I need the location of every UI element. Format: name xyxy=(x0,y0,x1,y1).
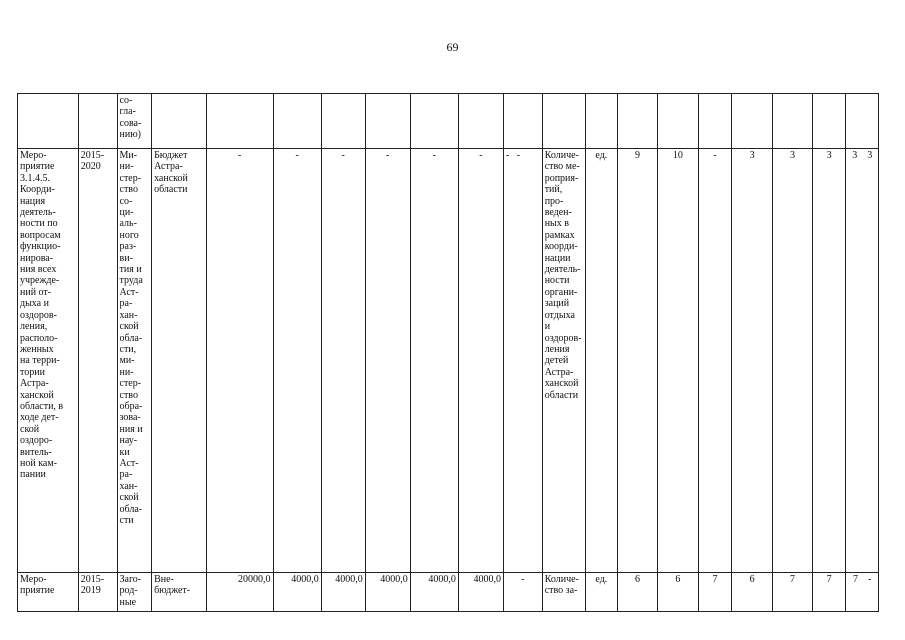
cell-period xyxy=(78,94,117,149)
cell-finance-2 xyxy=(273,94,321,149)
cell-value-4 xyxy=(732,94,773,149)
cell-value-4: 3 xyxy=(732,149,773,573)
cell-value-7b: - xyxy=(868,574,872,585)
cell-finance-5: - xyxy=(410,149,458,573)
cell-value-2 xyxy=(657,94,698,149)
program-table xyxy=(17,93,879,612)
cell-indicator: Количе- ство ме- роприя- тий, про- веден- ных в рамках коорди- нации деятель- ности органи- заций отдыха и оздоров- ления детей Астра- ханской области xyxy=(542,149,585,573)
cell-executor: Заго- род- ные xyxy=(117,573,152,612)
cell-value-1: 9 xyxy=(618,149,658,573)
cell-value-2: 10 xyxy=(657,149,698,573)
cell-finance-7 xyxy=(503,94,542,149)
cell-finance-4 xyxy=(365,94,410,149)
cell-unit: ед. xyxy=(585,573,617,612)
cell-finance-5: 4000,0 xyxy=(410,573,458,612)
cell-indicator xyxy=(542,94,585,149)
cell-value-1 xyxy=(618,94,658,149)
table-row-top xyxy=(18,94,879,149)
cell-event: Меро- приятие xyxy=(18,573,79,612)
cell-finance-2: - xyxy=(273,149,321,573)
cell-value-7 xyxy=(846,149,879,573)
cell-unit: ед. xyxy=(585,149,617,573)
cell-value-7b: 3 xyxy=(867,150,873,161)
cell-finance-7a: - xyxy=(505,150,510,161)
cell-value-3 xyxy=(698,94,732,149)
cell-value-6: 3 xyxy=(812,149,846,573)
cell-value-7 xyxy=(846,94,879,149)
cell-finance-7: - xyxy=(503,573,542,612)
cell-value-3: - xyxy=(698,149,732,573)
table-row-main xyxy=(18,149,879,573)
cell-finance-2: 4000,0 xyxy=(273,573,321,612)
cell-indicator: Количе- ство за- xyxy=(542,573,585,612)
cell-finance-4: 4000,0 xyxy=(365,573,410,612)
cell-finance-3: - xyxy=(321,149,365,573)
cell-source: Вне- бюджет- xyxy=(152,573,206,612)
table-row-next xyxy=(18,573,879,612)
cell-finance-3: 4000,0 xyxy=(321,573,365,612)
cell-unit xyxy=(585,94,617,149)
cell-value-7 xyxy=(846,573,879,612)
cell-source: Бюджет Астра- ханской области xyxy=(152,149,206,573)
cell-executor: Ми- ни- стер- ство со- ци- аль- ного раз- ви- тия и труда Аст- ра- хан- ской обла- сти, ми- ни- стер- ство обра- зова- ния и нау- ки Аст- ра- хан- ской обла- сти xyxy=(117,149,152,573)
cell-value-1: 6 xyxy=(618,573,658,612)
cell-finance-4: - xyxy=(365,149,410,573)
cell-finance-7 xyxy=(503,149,542,573)
cell-value-4: 6 xyxy=(732,573,773,612)
cell-event: Меро- приятие 3.1.4.5. Коорди- нация деятель- ности по вопросам функцио- нирова- ния всех учрежде- ний от- дыха и оздоров- ления, располо- женных на терри- тории Астра- ханской области, в ходе дет- ской оздоро- витель- ной кам- пании xyxy=(18,149,79,573)
cell-finance-6: 4000,0 xyxy=(458,573,503,612)
cell-value-2: 6 xyxy=(657,573,698,612)
cell-value-7a: 3 xyxy=(852,150,858,161)
cell-finance-6: - xyxy=(458,149,503,573)
cell-finance-5 xyxy=(410,94,458,149)
page-number: 69 xyxy=(446,40,459,54)
cell-finance-7b: - xyxy=(516,150,521,161)
cell-finance-1: - xyxy=(206,149,273,573)
cell-value-5 xyxy=(773,94,813,149)
cell-source xyxy=(152,94,206,149)
cell-value-5: 3 xyxy=(773,149,813,573)
cell-value-7a: 7 xyxy=(853,574,859,585)
cell-period: 2015- 2019 xyxy=(78,573,117,612)
cell-value-5: 7 xyxy=(773,573,813,612)
cell-value-3: 7 xyxy=(698,573,732,612)
cell-value-6: 7 xyxy=(812,573,846,612)
cell-finance-1: 20000,0 xyxy=(206,573,273,612)
cell-finance-1 xyxy=(206,94,273,149)
cell-finance-6 xyxy=(458,94,503,149)
cell-finance-3 xyxy=(321,94,365,149)
cell-executor: со- гла- сова- нию) xyxy=(117,94,152,149)
cell-value-6 xyxy=(812,94,846,149)
cell-period: 2015- 2020 xyxy=(78,149,117,573)
cell-event xyxy=(18,94,79,149)
